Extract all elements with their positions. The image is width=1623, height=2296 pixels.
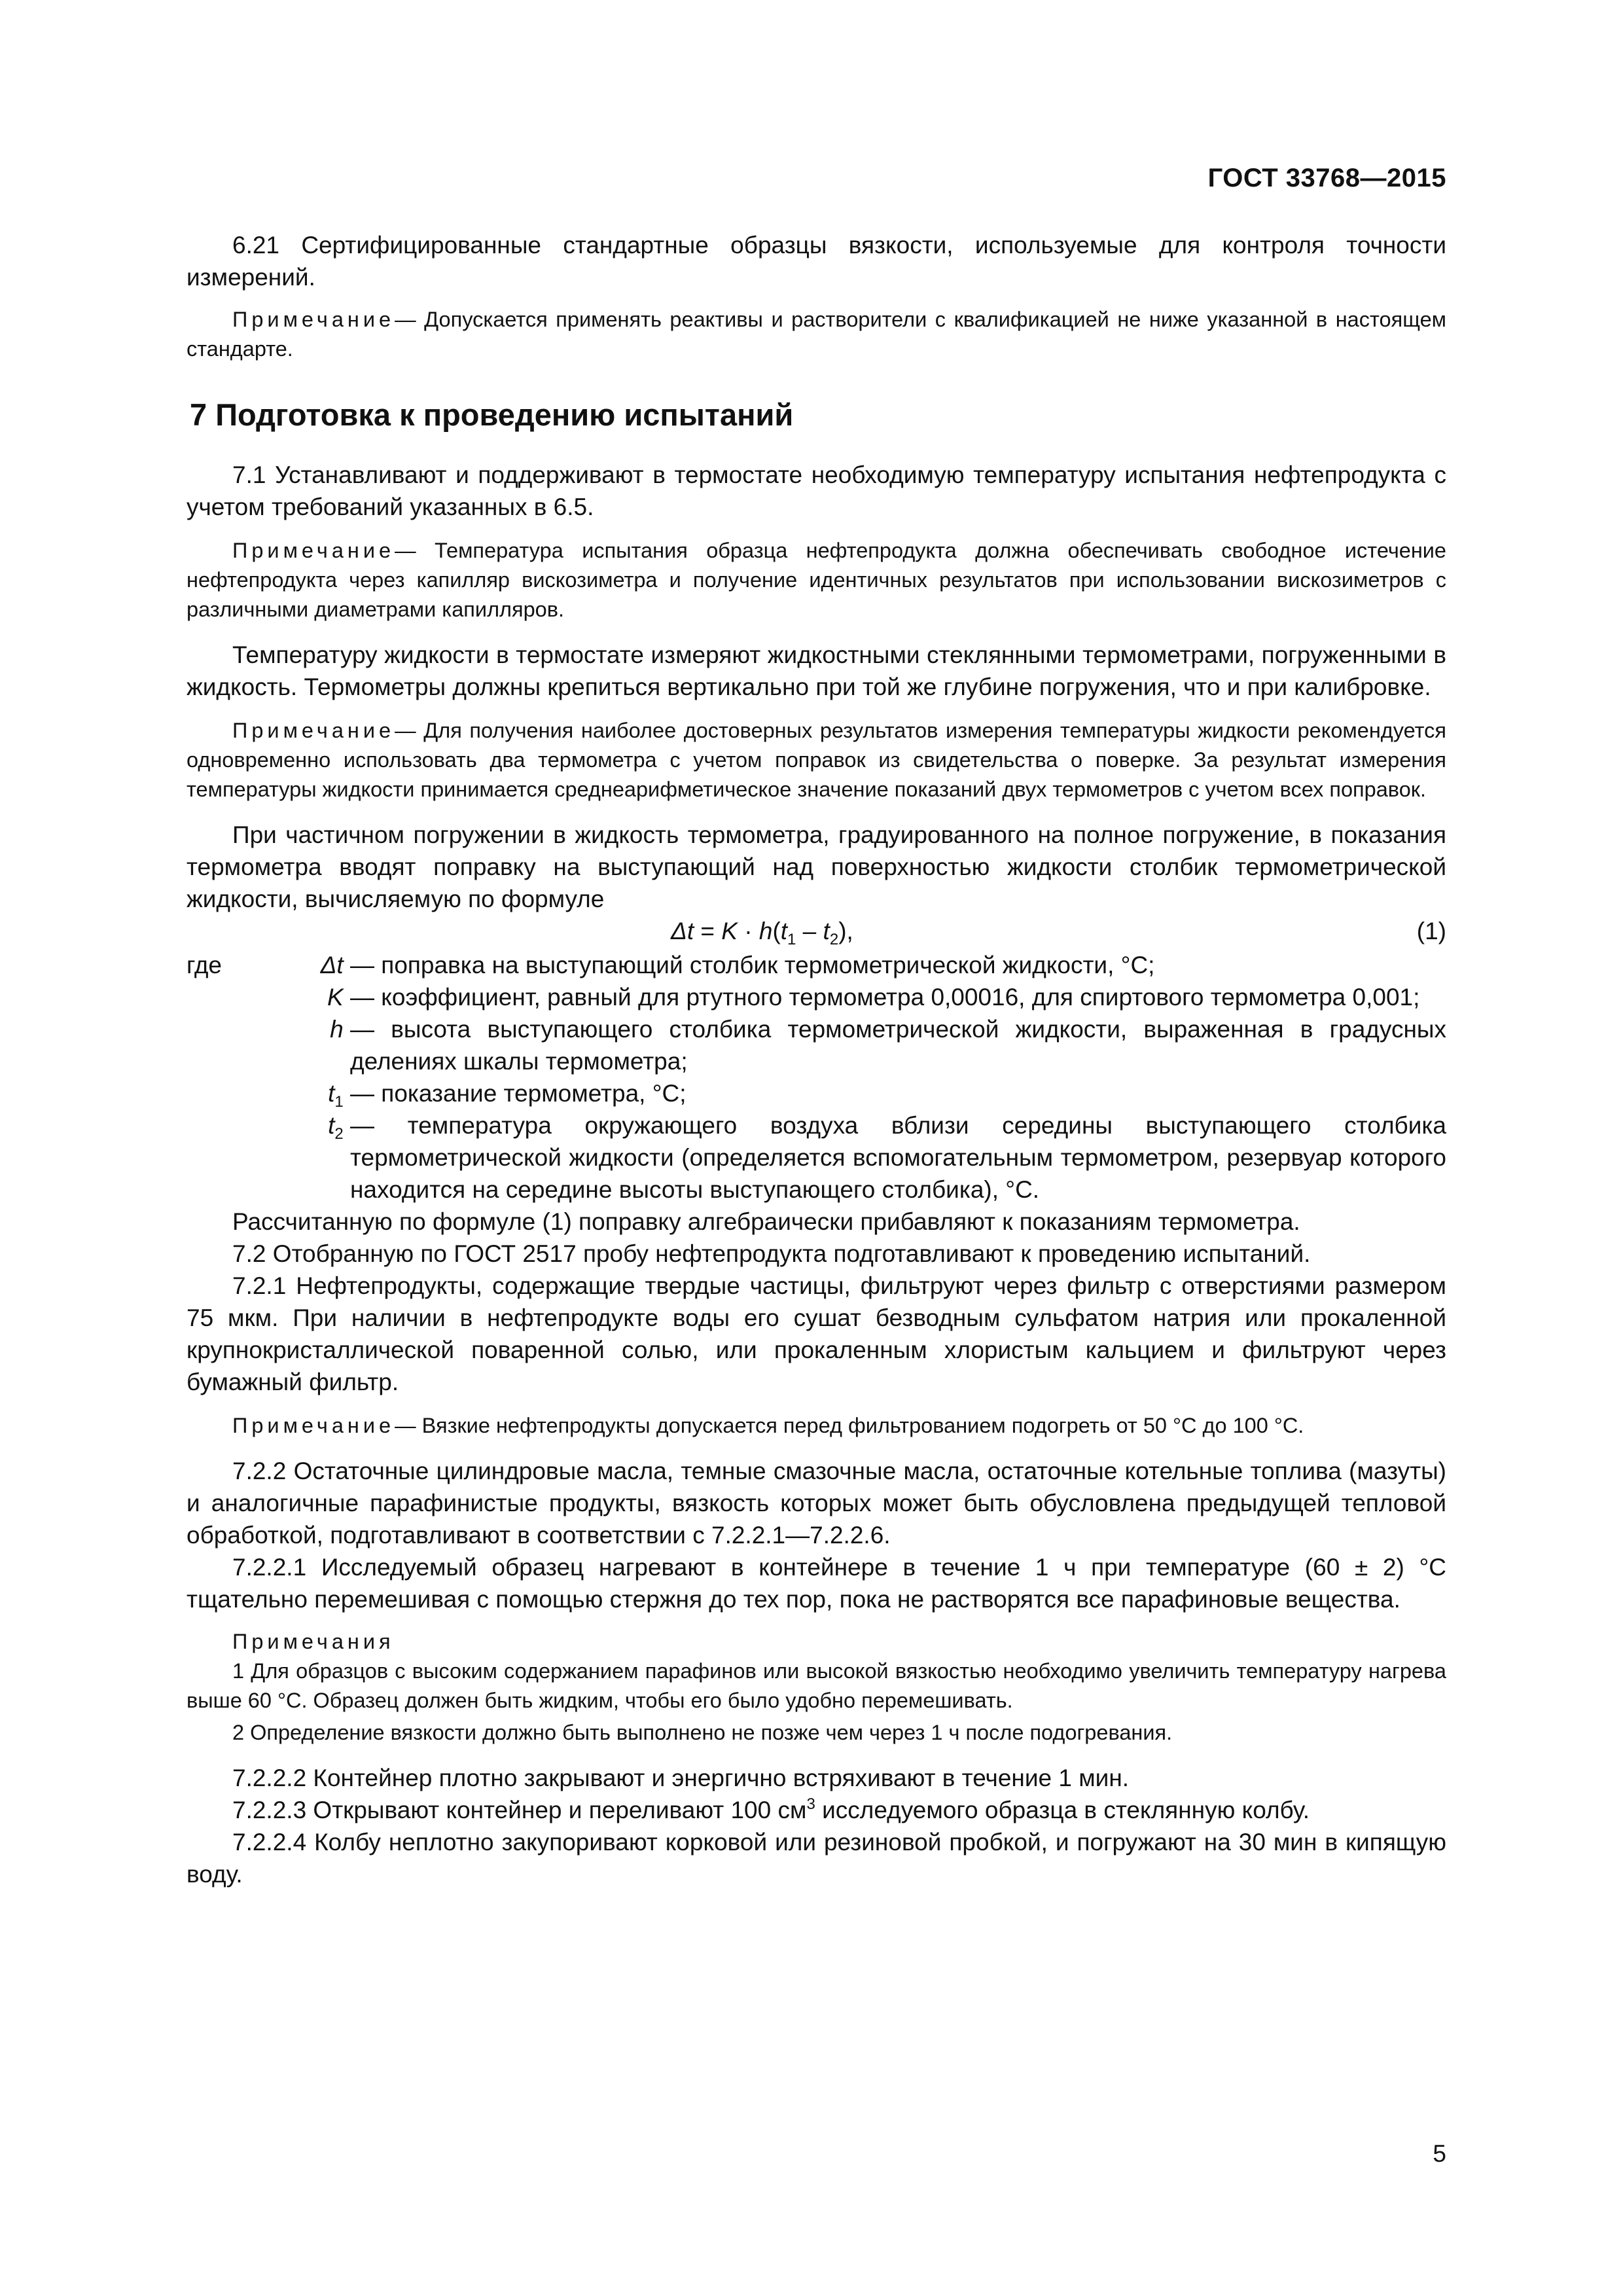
formula-expression: $\Delta t = K \cdot h(t_1 - t_2)$,	[671, 918, 853, 948]
section-7-title: 7 Подготовка к проведению испытаний	[190, 397, 794, 432]
definition-delta-t: где Δt — поправка на выступающий столбик термометрической жидкости, °С;	[187, 952, 1155, 978]
formula-number: (1)	[1416, 918, 1446, 944]
notes-item-2: 2 Определение вязкости должно быть выполнено не позже чем через 1 ч после подогревания.	[232, 1721, 1173, 1744]
paragraph-partial-immersion: При частичном погружении в жидкость термометра, градуированного на полное погружение, в показания термометра вводят поправку на выступающий над поверхностью жидкости столбик термометрической жидкости, вычисляемую по формуле	[187, 821, 1446, 912]
formula-definitions	[187, 949, 1446, 1206]
paragraph-liquid-temperature: Температуру жидкости в термостате измеряют жидкостными стеклянными термометрами, погруженными в жидкость. Термометры должны крепиться вертикально при той же глубине погружения, что и при калибровке.	[187, 641, 1446, 700]
note-text: — Для получения наиболее достоверных результатов измерения температуры жидкости рекомендуется одновременно использовать два термометра с учетом поправок из свидетельства о поверке. За результат измерения температуры жидкости принимается среднеарифметическое значение показаний двух термометров с учетом всех поправок.	[187, 719, 1446, 801]
notes-heading: Примечания	[232, 1630, 395, 1653]
definition-h: h — высота выступающего столбика термометрической жидкости, выраженная в градусных делениях шкалы термометра;	[330, 1016, 1446, 1075]
notes-item-1: 1 Для образцов с высоким содержанием парафинов или высокой вязкостью необходимо увеличить температуру нагрева выше 60 °С. Образец должен быть жидким, чтобы его было удобно перемешивать.	[187, 1659, 1446, 1712]
clause-7-2-1: 7.2.1 Нефтепродукты, содержащие твердые частицы, фильтруют через фильтр с отверстиями размером 75 мкм. При наличии в нефтепродукте воды его сушат безводным сульфатом натрия или прокаленной крупнокристаллической поваренной солью, или прокаленным хлористым кальцием и фильтруют через бумажный фильтр.	[187, 1272, 1446, 1395]
note-label: Примечание	[232, 539, 395, 562]
definition-t2: $t_2$ — температура окружающего воздуха вблизи середины выступающего столбика термометрической жидкости (определяется вспомогательным термометром, резервуар которого находится на середине высоты выступающего столбика), °С.	[328, 1112, 1446, 1203]
formula-1	[187, 915, 1446, 949]
definition-k: K — коэффициент, равный для ртутного термометра 0,00016, для спиртового термометра 0,001;	[327, 984, 1420, 1011]
note-two-thermometers	[187, 716, 1446, 804]
clause-7-2-2-3: 7.2.2.3 Открывают контейнер и переливают 100 $см^3$ исследуемого образца в стеклянную колбу.	[232, 1795, 1310, 1823]
document-code-header: ГОСТ 33768—2015	[1207, 164, 1446, 192]
clause-7-1: 7.1 Устанавливают и поддерживают в термостате необходимую температуру испытания нефтепродукта с учетом требований указанных в 6.5.	[187, 461, 1446, 520]
note-reagents	[187, 305, 1446, 364]
page-content	[187, 157, 1446, 1890]
clause-7-2-2: 7.2.2 Остаточные цилиндровые масла, темные смазочные масла, остаточные котельные топлива (мазуты) и аналогичные парафинистые продукты, вязкость которых может быть обусловлена предыдущей тепловой обработкой, подготавливают в соответствии с 7.2.2.1—7.2.2.6.	[187, 1458, 1446, 1549]
clause-7-2: 7.2 Отобранную по ГОСТ 2517 пробу нефтепродукта подготавливают к проведению испытаний.	[232, 1240, 1311, 1267]
note-text: — Допускается применять реактивы и растворители с квалификацией не ниже указанной в настоящем стандарте.	[187, 308, 1446, 361]
clause-6-21: 6.21 Сертифицированные стандартные образцы вязкости, используемые для контроля точности измерений.	[187, 232, 1446, 291]
note-label: Примечание	[232, 1414, 395, 1437]
note-label: Примечание	[232, 308, 395, 331]
page-number: 5	[1433, 2140, 1446, 2167]
definition-t1: $t_1$ — показание термометра, °С;	[328, 1080, 687, 1111]
note-label: Примечание	[232, 719, 395, 742]
clause-7-2-2-2: 7.2.2.2 Контейнер плотно закрывают и энергично встряхивают в течение 1 мин.	[232, 1765, 1130, 1791]
note-viscous-heating	[187, 1411, 1446, 1441]
note-text: — Вязкие нефтепродукты допускается перед фильтрованием подогреть от 50 °С до 100 °С.	[395, 1414, 1304, 1437]
note-test-temperature	[187, 536, 1446, 624]
clause-7-2-2-1: 7.2.2.1 Исследуемый образец нагревают в контейнере в течение 1 ч при температуре (60 ± 2) °С тщательно перемешивая с помощью стержня до тех пор, пока не растворятся все парафиновые вещества.	[187, 1554, 1446, 1613]
paragraph-correction: Рассчитанную по формуле (1) поправку алгебраически прибавляют к показаниям термометра.	[232, 1208, 1300, 1235]
clause-7-2-2-4: 7.2.2.4 Колбу неплотно закупоривают корковой или резиновой пробкой, и погружают на 30 мин в кипящую воду.	[187, 1829, 1446, 1888]
note-text: — Температура испытания образца нефтепродукта должна обеспечивать свободное истечение нефтепродукта через капилляр вискозиметра и получение идентичных результатов при использовании вискозиметров с различными диаметрами капилляров.	[187, 539, 1446, 621]
